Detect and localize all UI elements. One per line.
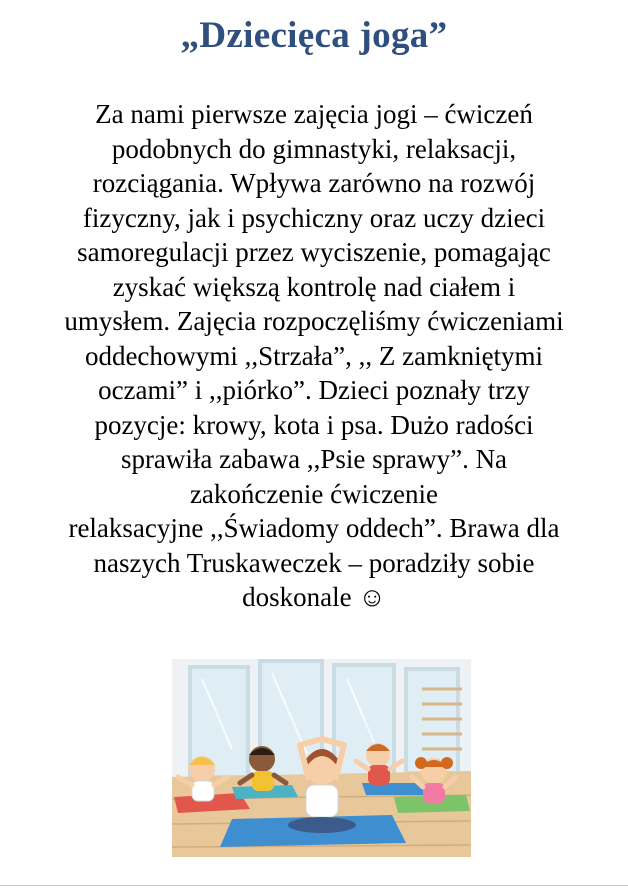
- page-title: „Dziecięca joga”: [180, 15, 448, 56]
- article-line: doskonale ☺: [242, 582, 386, 612]
- kids-yoga-illustration: [172, 659, 471, 857]
- article-line: pozycje: krowy, kota i psa. Dużo radości: [94, 409, 534, 440]
- article-line: Za nami pierwsze zajęcia jogi – ćwiczeń: [95, 99, 533, 129]
- article-line: podobnych do gimnastyki, relaksacji,: [111, 133, 517, 164]
- article-line: zakończenie ćwiczenie: [189, 478, 439, 509]
- article-line: zyskać większą kontrolę nad ciałem i: [112, 271, 516, 302]
- bottom-divider: [0, 885, 628, 886]
- article-body: [12, 97, 616, 615]
- article-line: oddechowymi ,,Strzała”, ,, Z zamkniętymi: [84, 340, 544, 371]
- article-line: fizyczny, jak i psychiczny oraz uczy dzieci: [82, 202, 546, 233]
- article-line: naszych Truskaweczek – poradziły sobie: [93, 547, 535, 578]
- article-line: umysłem. Zajęcia rozpoczęliśmy ćwiczeniami: [64, 306, 564, 336]
- article-line: sprawiła zabawa ,,Psie sprawy”. Na: [120, 444, 508, 474]
- article-line: relaksacyjne ,,Świadomy oddech”. Brawa dla: [68, 513, 560, 543]
- article-line: oczami” i ,,piórko”. Dzieci poznały trzy: [98, 375, 530, 405]
- article-line: samoregulacji przez wyciszenie, pomagając: [77, 237, 551, 267]
- article-line: rozciągania. Wpływa zarówno na rozwój: [92, 168, 536, 198]
